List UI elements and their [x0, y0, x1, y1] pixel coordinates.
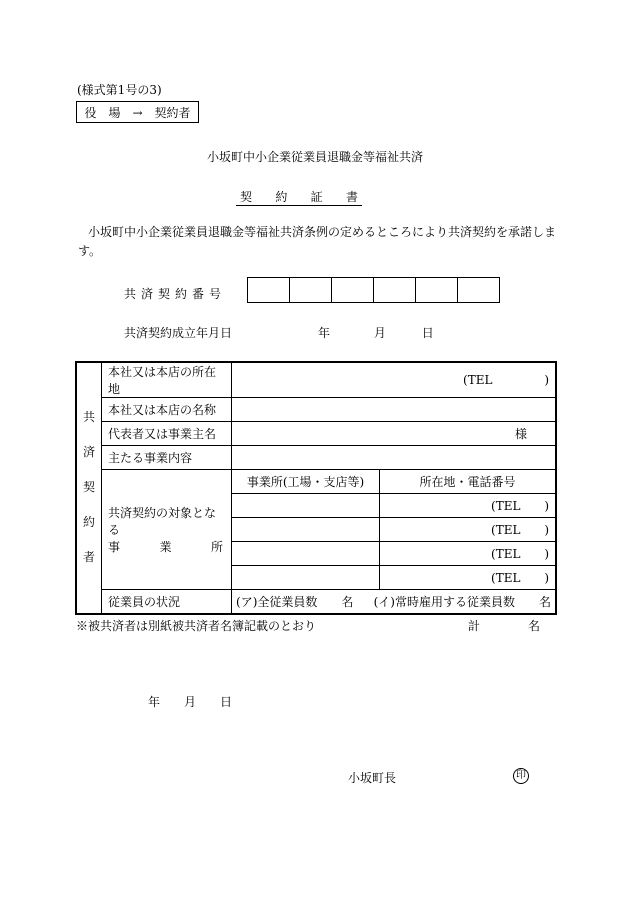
contract-number-boxes	[248, 277, 500, 303]
document-subtitle: 契 約 証 書	[236, 188, 362, 206]
office-address-field[interactable]: (TEL )	[380, 494, 556, 518]
insured-note: ※被共済者は別紙被共済者名簿記載のとおり	[76, 619, 317, 633]
office-address-field[interactable]: (TEL )	[380, 566, 556, 590]
address-field[interactable]: (TEL )	[232, 362, 556, 398]
digit-box[interactable]	[331, 277, 374, 303]
approval-text: 小坂町中小企業従業員退職金等福祉共済条例の定めるところにより共済契約を承諾します。	[78, 225, 557, 258]
document-title: 小坂町中小企業従業員退職金等福祉共済	[206, 150, 423, 164]
contract-number-label: 共済契約番号	[124, 287, 227, 301]
company-name-field[interactable]	[232, 398, 556, 422]
digit-box[interactable]	[373, 277, 416, 303]
business-label: 主たる事業内容	[102, 446, 232, 470]
mayor-signature: 小坂町長	[348, 771, 397, 785]
digit-box[interactable]	[415, 277, 458, 303]
office-name-field[interactable]	[232, 542, 380, 566]
office-column-header: 事業所(工場・支店等)	[232, 470, 380, 494]
contract-date-fields: 年 月 日	[318, 326, 434, 340]
business-field[interactable]	[232, 446, 556, 470]
contractor-table	[75, 361, 557, 615]
office-name-field[interactable]	[232, 494, 380, 518]
address-label: 本社又は本店の所在地	[102, 362, 232, 398]
company-name-label: 本社又は本店の名称	[102, 398, 232, 422]
total-count: 計 名	[468, 619, 541, 633]
employees-field[interactable]: (ア)全従業員数 名 (イ)常時雇用する従業員数 名	[232, 590, 556, 614]
seal-mark: 印	[513, 768, 529, 784]
contractor-side-label: 共 済 契 約 者	[76, 362, 102, 614]
representative-label: 代表者又は事業主名	[102, 422, 232, 446]
office-name-field[interactable]	[232, 566, 380, 590]
routing-box: 役 場 → 契約者	[76, 101, 199, 123]
office-address-header: 所在地・電話番号	[380, 470, 556, 494]
representative-field[interactable]: 様	[232, 422, 556, 446]
digit-box[interactable]	[457, 277, 500, 303]
form-number: (様式第1号の3)	[77, 83, 162, 97]
office-address-field[interactable]: (TEL )	[380, 518, 556, 542]
digit-box[interactable]	[247, 277, 290, 303]
employees-label: 従業員の状況	[102, 590, 232, 614]
office-name-field[interactable]	[232, 518, 380, 542]
contract-date-label: 共済契約成立年月日	[124, 326, 233, 340]
office-label: 共済契約の対象となる 事 業 所	[102, 470, 232, 590]
office-address-field[interactable]: (TEL )	[380, 542, 556, 566]
issue-date: 年 月 日	[148, 695, 233, 709]
digit-box[interactable]	[289, 277, 332, 303]
